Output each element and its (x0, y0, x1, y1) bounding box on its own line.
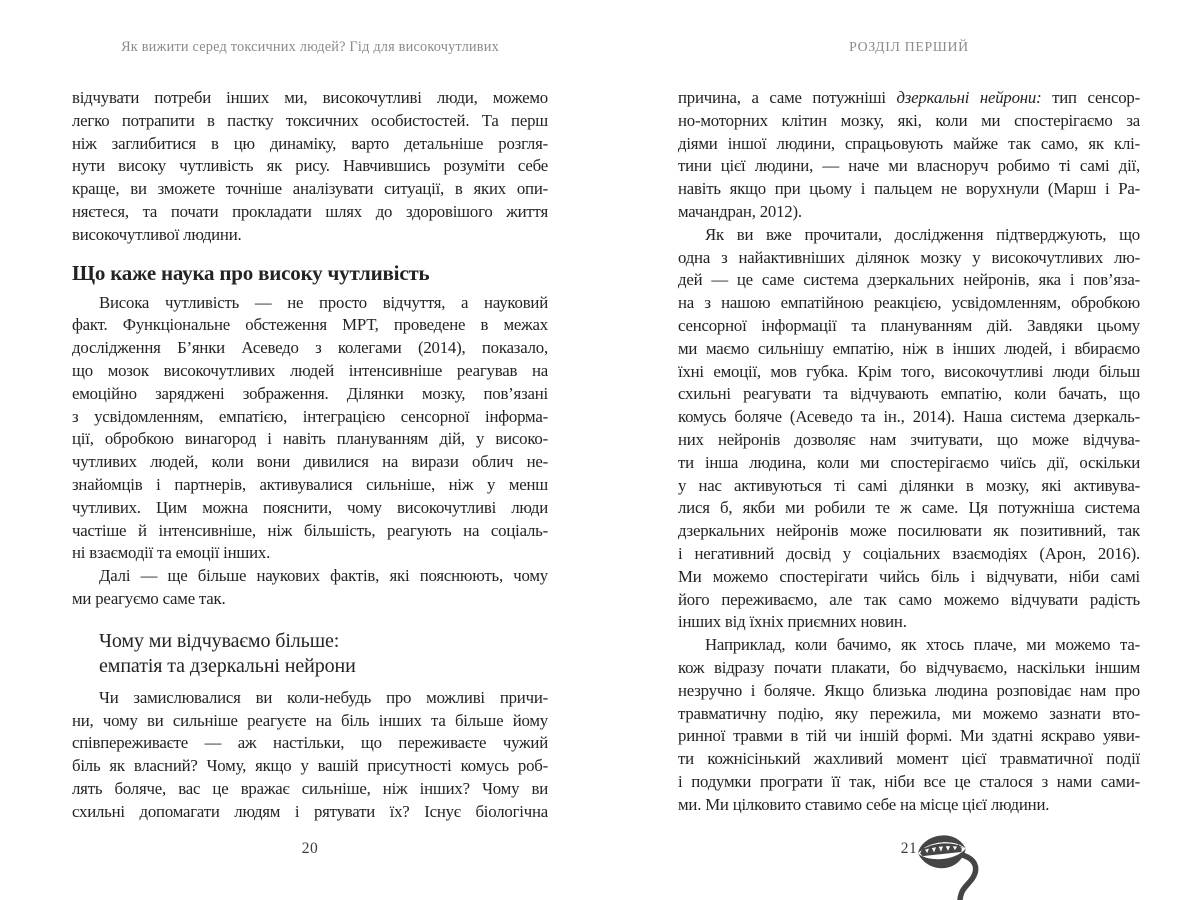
text-line: Ми можемо спостерігати чийсь біль і відчувати, ніби самі (678, 566, 1140, 586)
text-line: мачандран, 2012). (678, 201, 802, 221)
text-line: ти кожнісінький жахливий момент цієї травматичної події (678, 749, 1140, 769)
right-page (678, 0, 1140, 900)
text-line: них нейронів дозволяє нам зчитувати, що може відчува- (678, 429, 1140, 449)
text-line: дзеркальних нейронів може посилювати як позитивний, так (678, 521, 1140, 541)
text-line: ти інша людина, коли ми спостерігаємо чиїсь дії, оскільки (678, 452, 1140, 472)
text-line: і негативний досвід у соціальних взаємодіях (Арон, 2016). (678, 543, 1140, 563)
paragraph (678, 87, 1140, 224)
text-line: Що каже наука про високу чутливість (72, 260, 430, 285)
text-segment: тип сенсор- (1041, 88, 1140, 107)
text-line: схильні реагувати та відчувають емпатію, коли бачать, що (678, 384, 1140, 404)
text-line: легко потрапити в пастку токсичних особистостей. Та перш (72, 110, 548, 130)
text-line: інших від їхніх приємних новин. (678, 612, 907, 632)
text-line: співпереживаєте — аж настільки, що переживаєте чужий (72, 733, 548, 753)
text-line: няєтеся, та почати прокладати шлях до здоровішого життя (72, 201, 548, 221)
right-running-head: РОЗДІЛ ПЕРШИЙ (849, 39, 969, 54)
text-line: чутливих. Цим можна пояснити, чому високочутливі люди (72, 497, 548, 517)
text-line: Чи замислювалися ви коли-небудь про можливі причи- (99, 687, 548, 707)
left-page-body (72, 87, 548, 824)
text-line: тини цієї людини, — наче ми власноруч робимо ті самі дії, (678, 156, 1140, 176)
text-line: краще, ви зможете точніше аналізувати ситуації, в яких опи- (72, 179, 548, 199)
text-line: незручно і боляче. Якщо близька людина розповідає нам про (678, 680, 1140, 700)
text-line: сенсорної інформації та плануванням дій. Завдяки цьому (678, 315, 1140, 335)
text-line: частіше й інтенсивніше, ніж більшість, реагують на соціаль- (72, 520, 548, 540)
text-line: кож відразу почати плакати, бо відчуваємо, наскільки іншим (678, 657, 1140, 677)
text-line: одна з найактивніших ділянок мозку у високочутливих лю- (678, 247, 1140, 267)
text-line: чутливих людей, коли вони дивилися на вирази облич не- (72, 452, 548, 472)
text-line: ни, чому ви сильніше реагуєте на біль інших та більше йому (72, 710, 548, 730)
text-line: ми. Ми цілковито ставимо себе на місце цієї людини. (678, 794, 1050, 814)
right-page-body (678, 87, 1140, 817)
text-line: знайомців і партнерів, активувалися сильніше, ніж у менш (72, 474, 548, 494)
text-line: ції, обробкою винагород і навіть плануванням дій, у високо- (72, 429, 548, 449)
text-line: ні взаємодії та емоції інших. (72, 543, 271, 563)
text-line: травматичну подію, яку пережила, ми можемо зазнати вто- (678, 703, 1140, 723)
left-page-number: 20 (301, 840, 319, 857)
paragraph (678, 634, 1140, 816)
text-line: дей — це саме система дзеркальних нейронів, яка і пов’яза- (678, 270, 1140, 290)
text-line: і подумки програти її так, ніби все це сталося з нами сами- (678, 771, 1140, 791)
text-line: Наприклад, коли бачимо, як хтось плаче, ми можемо та- (705, 635, 1140, 655)
text-line: Як ви вже прочитали, дослідження підтверджують, що (705, 224, 1140, 244)
text-line (678, 87, 1140, 110)
text-line: ми маємо сильнішу емпатію, ніж в інших людей, і вбираємо (678, 338, 1140, 358)
text-line: відчувати потреби інших ми, високочутливі люди, можемо (72, 88, 548, 107)
text-line: біль як власний? Чому, якщо у вашій присутності комусь роб- (72, 756, 548, 776)
text-line: Чому ми відчуваємо більше: (99, 629, 340, 652)
paragraph (72, 292, 548, 566)
paragraph (72, 87, 548, 247)
text-line: но-моторних клітин мозку, які, коли ми спостерігаємо за (678, 110, 1140, 130)
section-heading (99, 629, 548, 680)
text-segment: причина, а саме потужніші (678, 88, 897, 107)
text-line: факт. Функціональне обстеження МРТ, проведене в межах (72, 315, 548, 335)
text-line: емпатія та дзеркальні нейрони (99, 655, 356, 678)
left-running-head: Як вижити серед токсичних людей? Гід для високочутливих (121, 39, 499, 55)
paragraph (678, 224, 1140, 634)
left-page (72, 0, 548, 900)
italic-term: дзеркальні нейрони: (896, 88, 1042, 107)
text-line: діями іншої людини, спрацьовують майже так само, як клі- (678, 133, 1140, 153)
text-line: навіть якщо при цьому і пальцем не ворухнули (Марш і Ра- (678, 179, 1140, 199)
text-line: високочутливої людини. (72, 224, 242, 244)
text-line: схильні допомагати людям і рятувати їх? Існує біологічна (72, 801, 548, 821)
text-line: лять боляче, вас це вражає сильніше, ніж інших? Чому ви (72, 778, 548, 798)
venus-flytrap-icon (916, 831, 986, 900)
text-line: Висока чутливість — не просто відчуття, а науковий (99, 292, 548, 312)
text-line: у нас активуються ті самі ділянки в мозку, які активува- (678, 475, 1140, 495)
text-line: лися б, якби ми робили те ж саме. Ця потужніша система (678, 498, 1140, 518)
right-page-number: 21 (900, 840, 918, 857)
text-line: що мозок високочутливих людей інтенсивніше реагував на (72, 360, 548, 380)
text-line: на з нашою емпатійною реакцією, усвідомленням, обробкою (678, 293, 1140, 313)
text-line: дослідження Б’янки Асеведо з колегами (2014), показало, (72, 338, 548, 358)
text-line: Далі — ще більше наукових фактів, які пояснюють, чому (99, 566, 548, 586)
text-line: ми реагуємо саме так. (72, 588, 226, 608)
text-line: нути високу чутливість як рису. Навчившись розуміти себе (72, 156, 548, 176)
text-line: комусь боляче (Асеведо та ін., 2014). Наша система дзеркаль- (678, 407, 1140, 427)
section-heading (72, 259, 548, 287)
text-line: їхні емоції, мов губка. Крім того, високочутливі люди більш (678, 361, 1140, 381)
paragraph (72, 687, 548, 824)
text-line: ринної травми в тій чи іншій формі. Ми здатні яскраво уяви- (678, 726, 1140, 746)
text-line: емоційно заряджені зображення. Ділянки мозку, пов’язані (72, 383, 548, 403)
text-line: ніж заглибитися в цю динаміку, варто детальніше розгля- (72, 133, 548, 153)
paragraph (72, 565, 548, 611)
text-line: його переживаємо, але так само можемо відчувати радість (678, 589, 1140, 609)
text-line: з усвідомленням, емпатією, інтеграцією сенсорної інформа- (72, 406, 548, 426)
